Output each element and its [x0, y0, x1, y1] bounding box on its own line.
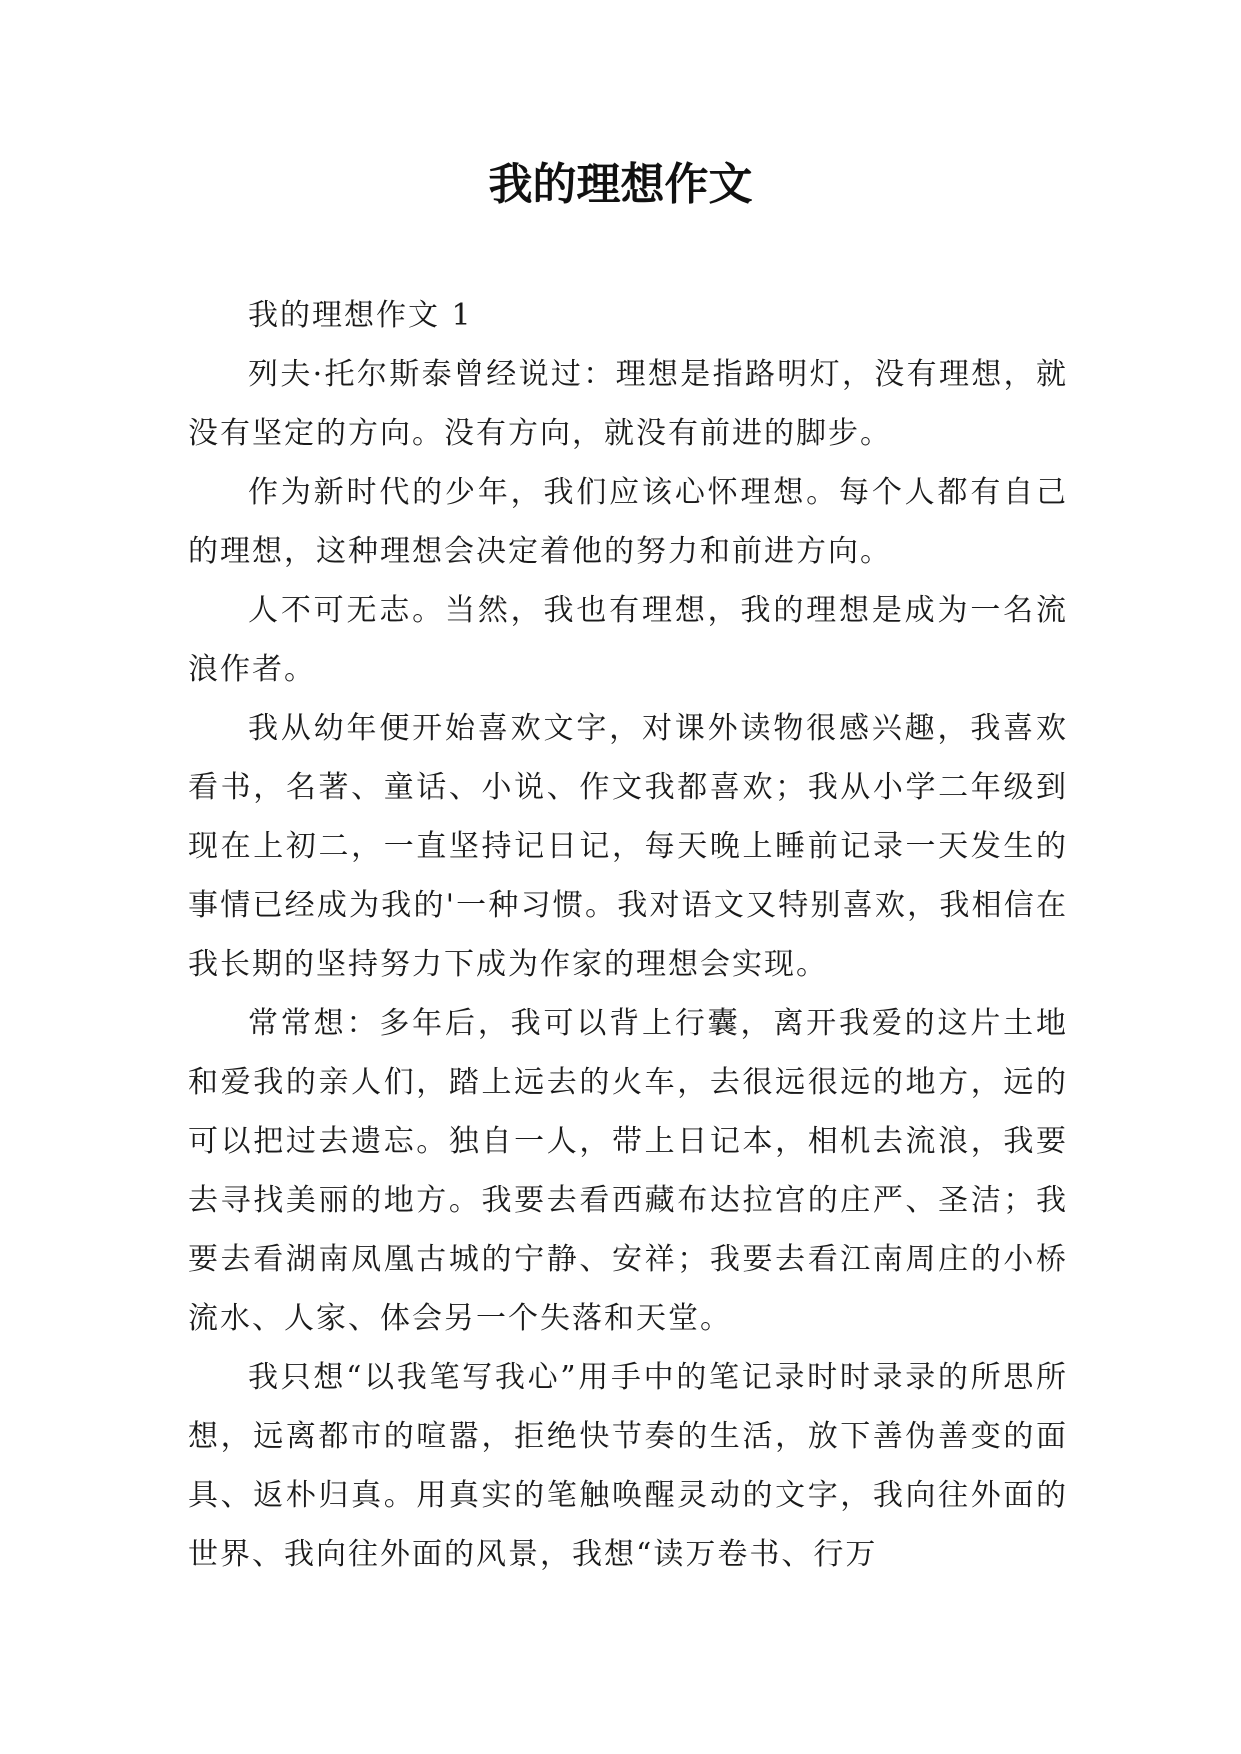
document-title: 我的理想作文: [488, 159, 753, 210]
paragraph: 人不可无志。当然，我也有理想，我的理想是成为一名流浪作者。: [188, 593, 1068, 687]
document-body: [188, 286, 1068, 1584]
section-heading: 我的理想作文 1: [248, 298, 473, 333]
paragraph: 我从幼年便开始喜欢文字，对课外读物很感兴趣，我喜欢看书，名著、童话、小说、作文我都喜欢；我从小学二年级到现在上初二，一直坚持记日记，每天晚上睡前记录一天发生的事情已经成为我的'一种习惯。我对语文又特别喜欢，我相信在我长期的坚持努力下成为作家的理想会实现。: [188, 711, 1068, 982]
paragraph: 作为新时代的少年，我们应该心怀理想。每个人都有自己的理想，这种理想会决定着他的努力和前进方向。: [188, 475, 1068, 569]
paragraph: 常常想：多年后，我可以背上行囊，离开我爱的这片土地和爱我的亲人们，踏上远去的火车，去很远很远的地方，远的可以把过去遗忘。独自一人，带上日记本，相机去流浪，我要去寻找美丽的地方。我要去看西藏布达拉宫的庄严、圣洁；我要去看湖南凤凰古城的宁静、安祥；我要去看江南周庄的小桥流水、人家、体会另一个失落和天堂。: [188, 1006, 1068, 1336]
paragraph: 我只想“以我笔写我心”用手中的笔记录时时录录的所思所想，远离都市的喧嚣，拒绝快节奏的生活，放下善伪善变的面具、返朴归真。用真实的笔触唤醒灵动的文字，我向往外面的世界、我向往外面的风景，我想“读万卷书、行万: [188, 1360, 1068, 1572]
paragraph: 列夫·托尔斯泰曾经说过：理想是指路明灯，没有理想，就没有坚定的方向。没有方向，就没有前进的脚步。: [188, 357, 1068, 451]
